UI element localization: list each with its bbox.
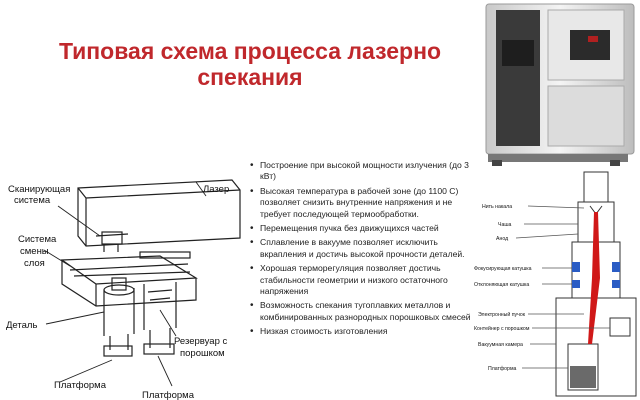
label-platform-1: Платформа	[54, 380, 106, 391]
label-focus-coil: Фокусирующая катушка	[474, 266, 532, 272]
bullet-item: • Высокая температура в рабочей зоне (до 1100 С) позволяет снизить внутренние напряжения и не требует последующей термообработки.	[260, 186, 473, 220]
label-powder-container: Контейнер с порошком	[474, 326, 530, 332]
label-part: Деталь	[6, 320, 38, 331]
bullet-item: • Возможность спекания тугоплавких металлов и комбинированных разнородных порошковых смесей	[260, 300, 473, 323]
label-layer-change-2: смены	[20, 246, 49, 257]
slide-title-line-2: спекания	[197, 64, 303, 90]
bullet-item: • Построение при высокой мощности излучения (до 3 кВт)	[260, 160, 473, 183]
label-anode: Анод	[496, 236, 509, 242]
bullet-item: • Сплавление в вакууме позволяет исключить вкрапления и достичь высокой прочности деталей.	[260, 237, 473, 260]
laser-sintering-diagram	[0, 160, 248, 400]
label-layer-change-1: Система	[18, 234, 57, 245]
label-scanning-system-1: Сканирующая	[8, 184, 71, 195]
label-cup: Чаша	[498, 222, 512, 228]
bullet-item: • Хорошая терморегуляция позволяет достичь стабильности геометрии и низкого остаточного напряжения	[260, 263, 473, 297]
label-electron-beam: Электронный пучок	[478, 312, 525, 318]
label-platform: Платформа	[488, 366, 517, 372]
electron-beam-diagram	[472, 168, 640, 400]
slide-title-line-1: Типовая схема процесса лазерно	[58, 38, 442, 64]
bullet-item: • Перемещения пучка без движущихся частей	[260, 223, 473, 234]
bullet-item: • Низкая стоимость изготовления	[260, 326, 473, 337]
label-scanning-system-2: система	[14, 195, 51, 206]
label-deflect-coil: Отклоняющая катушка	[474, 282, 530, 288]
label-platform-2: Платформа	[142, 390, 194, 400]
printer-machine-image	[478, 0, 638, 168]
label-powder-reservoir-1: Резервуар с	[174, 336, 228, 347]
advantages-list	[248, 160, 473, 400]
label-laser: Лазер	[203, 184, 230, 195]
label-vacuum-chamber: Вакуумная камера	[478, 342, 523, 348]
label-filament: Нить накала	[482, 204, 513, 210]
label-powder-reservoir-2: порошком	[180, 348, 225, 359]
label-layer-change-3: слоя	[24, 258, 45, 269]
